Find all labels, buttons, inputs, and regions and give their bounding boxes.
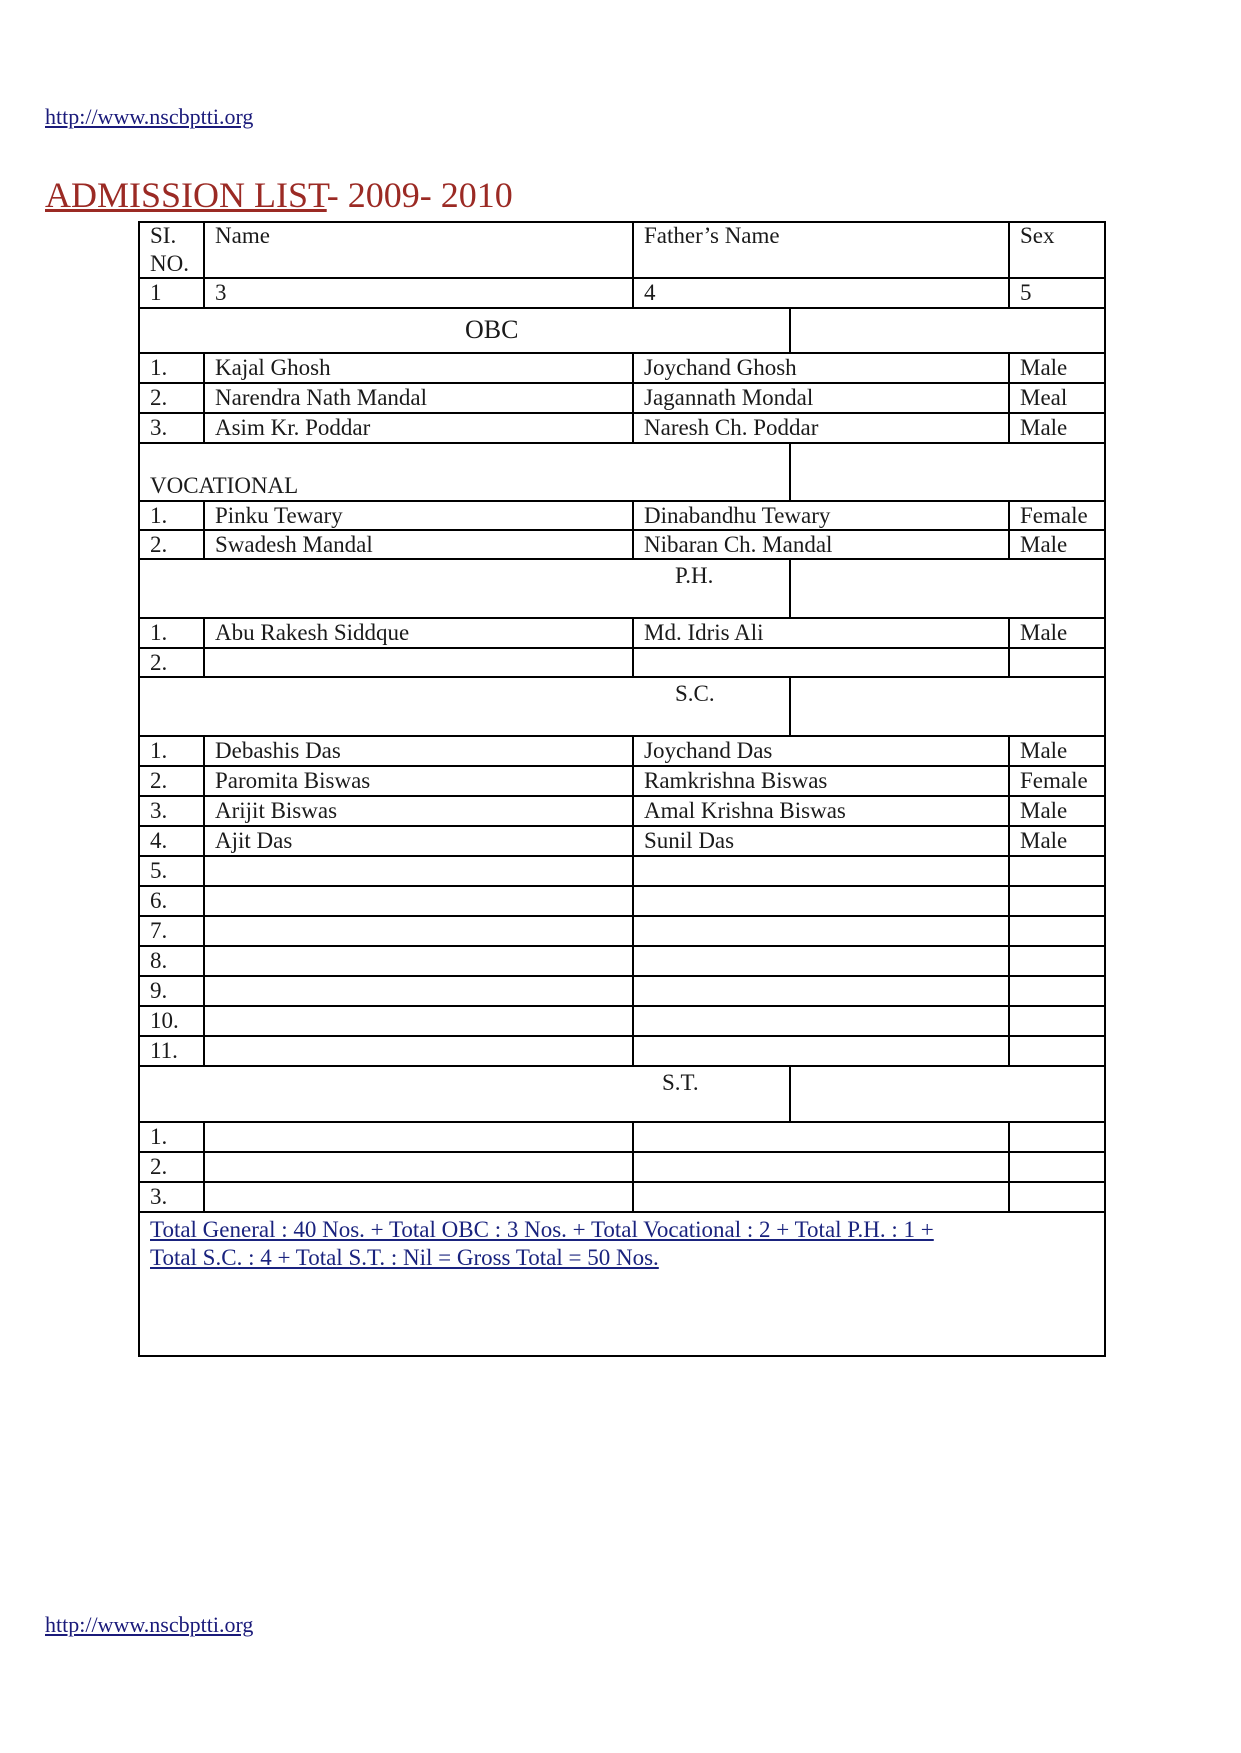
table-rule [1104, 529, 1106, 558]
table-rule [1008, 1035, 1010, 1065]
table-rule [1008, 617, 1010, 647]
table-rule [203, 825, 205, 855]
row-number: 1. [150, 620, 168, 645]
table-rule [203, 500, 205, 529]
table-rule [1008, 277, 1010, 307]
section-label-obc: OBC [465, 315, 519, 344]
table-rule [138, 885, 140, 915]
table-rule [1008, 1181, 1010, 1211]
table-rule [138, 1181, 140, 1211]
table-rule [138, 558, 1106, 560]
table-rule [138, 442, 140, 500]
table-rule [203, 945, 205, 975]
table-rule [632, 975, 634, 1005]
table-rule [138, 915, 140, 945]
table-rule [138, 1211, 140, 1357]
table-rule [203, 412, 205, 442]
table-rule [138, 647, 140, 676]
table-rule [138, 529, 140, 558]
student-name: Kajal Ghosh [215, 355, 331, 380]
column-number: 3 [215, 280, 227, 305]
table-rule [632, 795, 634, 825]
header-name: Name [215, 223, 270, 248]
father-name: Md. Idris Ali [644, 620, 764, 645]
table-rule [203, 1151, 205, 1181]
header-sl: SI. [150, 223, 177, 248]
table-rule [789, 1065, 791, 1121]
table-rule [1008, 765, 1010, 795]
table-rule [1104, 825, 1106, 855]
father-name: Jagannath Mondal [644, 385, 814, 410]
table-rule [1104, 307, 1106, 352]
table-rule [1008, 529, 1010, 558]
table-rule [138, 442, 1106, 444]
table-rule [632, 647, 634, 676]
table-rule [138, 735, 140, 765]
table-rule [138, 945, 140, 975]
column-number: 1 [150, 280, 162, 305]
table-rule [138, 1005, 140, 1035]
table-rule [138, 795, 140, 825]
row-number: 2. [150, 768, 168, 793]
table-rule [138, 647, 1106, 649]
sex-cell: Female [1020, 768, 1088, 793]
table-rule [138, 945, 1106, 947]
father-name: Joychand Das [644, 738, 773, 763]
table-rule [138, 277, 1106, 279]
table-rule [632, 945, 634, 975]
sex-cell: Male [1020, 532, 1068, 557]
row-number: 11. [150, 1038, 178, 1063]
table-rule [203, 277, 205, 307]
table-rule [1104, 735, 1106, 765]
table-rule [632, 765, 634, 795]
table-rule [1104, 1065, 1106, 1121]
table-rule [203, 1005, 205, 1035]
table-rule [1008, 1151, 1010, 1181]
father-name: Naresh Ch. Poddar [644, 415, 819, 440]
header-no: NO. [150, 251, 189, 276]
student-name: Asim Kr. Poddar [215, 415, 371, 440]
table-rule [632, 500, 634, 529]
table-rule [138, 1065, 1106, 1067]
table-rule [138, 1121, 1106, 1123]
table-rule [1104, 676, 1106, 735]
table-rule [138, 1151, 1106, 1153]
table-rule [1008, 855, 1010, 885]
table-rule [1104, 277, 1106, 307]
table-rule [1104, 412, 1106, 442]
father-name: Joychand Ghosh [644, 355, 797, 380]
table-rule [1008, 412, 1010, 442]
table-rule [789, 558, 791, 617]
table-rule [138, 855, 140, 885]
row-number: 3. [150, 415, 168, 440]
table-rule [138, 825, 140, 855]
table-rule [138, 617, 140, 647]
table-rule [203, 1121, 205, 1151]
title-underlined: ADMISSION LIST [45, 175, 327, 215]
father-name: Amal Krishna Biswas [644, 798, 846, 823]
table-rule [203, 855, 205, 885]
sex-cell: Male [1020, 738, 1068, 763]
sex-cell: Male [1020, 355, 1068, 380]
table-rule [203, 975, 205, 1005]
table-rule [789, 676, 791, 735]
table-rule [632, 825, 634, 855]
table-rule [1104, 945, 1106, 975]
father-name: Nibaran Ch. Mandal [644, 532, 833, 557]
section-label-ph: P.H. [675, 563, 714, 588]
sex-cell: Male [1020, 828, 1068, 853]
table-rule [138, 765, 140, 795]
table-rule [1104, 647, 1106, 676]
table-rule [1104, 500, 1106, 529]
table-rule [1008, 915, 1010, 945]
table-rule [1104, 382, 1106, 412]
row-number: 3. [150, 798, 168, 823]
sex-cell: Male [1020, 620, 1068, 645]
table-rule [138, 975, 140, 1005]
table-rule [1008, 885, 1010, 915]
table-rule [138, 855, 1106, 857]
table-rule [1104, 1181, 1106, 1211]
table-rule [1104, 558, 1106, 617]
table-rule [138, 1355, 1106, 1357]
column-number: 5 [1020, 280, 1032, 305]
table-rule [632, 735, 634, 765]
table-rule [138, 558, 140, 617]
table-rule [1008, 825, 1010, 855]
table-rule [632, 1181, 634, 1211]
table-rule [138, 885, 1106, 887]
table-rule [632, 855, 634, 885]
table-rule [632, 352, 634, 382]
table-rule [632, 221, 634, 277]
total-line-1: Total General : 40 Nos. + Total OBC : 3 Nos. + Total Vocational : 2 + Total P.H. : 1 + [150, 1217, 934, 1242]
table-rule [138, 975, 1106, 977]
row-number: 1. [150, 355, 168, 380]
student-name: Swadesh Mandal [215, 532, 373, 557]
column-number: 4 [644, 280, 656, 305]
table-rule [1104, 885, 1106, 915]
row-number: 7. [150, 918, 168, 943]
table-rule [138, 1151, 140, 1181]
row-number: 9. [150, 978, 168, 1003]
table-rule [138, 221, 1106, 223]
row-number: 2. [150, 650, 168, 675]
student-name: Debashis Das [215, 738, 341, 763]
student-name: Arijit Biswas [215, 798, 338, 823]
table-rule [203, 529, 205, 558]
table-rule [138, 1035, 140, 1065]
table-rule [632, 1151, 634, 1181]
table-rule [1008, 735, 1010, 765]
table-rule [1104, 1035, 1106, 1065]
student-name: Paromita Biswas [215, 768, 371, 793]
section-label-st: S.T. [662, 1070, 699, 1095]
table-rule [203, 647, 205, 676]
sex-cell: Meal [1020, 385, 1068, 410]
table-rule [203, 795, 205, 825]
table-rule [632, 412, 634, 442]
table-rule [138, 382, 140, 412]
row-number: 4. [150, 828, 168, 853]
table-rule [203, 735, 205, 765]
table-rule [1104, 765, 1106, 795]
row-number: 8. [150, 948, 168, 973]
table-rule [1008, 647, 1010, 676]
table-rule [1104, 1211, 1106, 1357]
table-rule [203, 382, 205, 412]
table-rule [632, 1005, 634, 1035]
header-father-name: Father’s Name [644, 223, 780, 248]
table-rule [203, 617, 205, 647]
table-rule [1008, 1005, 1010, 1035]
table-rule [632, 277, 634, 307]
table-rule [632, 529, 634, 558]
row-number: 2. [150, 532, 168, 557]
row-number: 1. [150, 503, 168, 528]
table-rule [1104, 617, 1106, 647]
table-rule [1008, 1121, 1010, 1151]
table-rule [203, 352, 205, 382]
table-rule [1104, 442, 1106, 500]
student-name: Ajit Das [215, 828, 293, 853]
father-name: Sunil Das [644, 828, 735, 853]
table-rule [789, 442, 791, 500]
table-rule [1104, 352, 1106, 382]
table-rule [138, 1005, 1106, 1007]
row-number: 6. [150, 888, 168, 913]
row-number: 2. [150, 1154, 168, 1179]
table-rule [1104, 1151, 1106, 1181]
student-name: Pinku Tewary [215, 503, 343, 528]
table-rule [1008, 221, 1010, 277]
table-rule [138, 221, 140, 277]
website-link-top[interactable]: http://www.nscbptti.org [45, 104, 254, 129]
table-rule [632, 885, 634, 915]
table-rule [138, 676, 1106, 678]
table-rule [1008, 975, 1010, 1005]
sex-cell: Female [1020, 503, 1088, 528]
table-rule [1104, 855, 1106, 885]
section-label-vocational: VOCATIONAL [150, 473, 299, 498]
table-rule [138, 277, 140, 307]
table-rule [203, 885, 205, 915]
table-rule [203, 221, 205, 277]
table-rule [203, 765, 205, 795]
table-rule [1008, 795, 1010, 825]
table-rule [138, 500, 140, 529]
total-summary [150, 1216, 1080, 1272]
table-rule [138, 1035, 1106, 1037]
sex-cell: Male [1020, 415, 1068, 440]
table-rule [632, 617, 634, 647]
header-sex: Sex [1020, 223, 1055, 248]
table-rule [632, 1121, 634, 1151]
table-rule [203, 915, 205, 945]
section-label-sc: S.C. [675, 681, 715, 706]
table-rule [632, 915, 634, 945]
table-rule [138, 1181, 1106, 1183]
table-rule [1104, 1005, 1106, 1035]
table-rule [1008, 500, 1010, 529]
father-name: Dinabandhu Tewary [644, 503, 831, 528]
table-rule [138, 676, 140, 735]
student-name: Narendra Nath Mandal [215, 385, 428, 410]
row-number: 1. [150, 1124, 168, 1149]
table-rule [138, 307, 140, 352]
table-rule [203, 1181, 205, 1211]
table-rule [1104, 915, 1106, 945]
table-rule [632, 1035, 634, 1065]
row-number: 1. [150, 738, 168, 763]
table-rule [1104, 221, 1106, 277]
table-rule [203, 1035, 205, 1065]
row-number: 5. [150, 858, 168, 883]
table-rule [1104, 795, 1106, 825]
table-rule [632, 382, 634, 412]
table-rule [138, 915, 1106, 917]
row-number: 2. [150, 385, 168, 410]
father-name: Ramkrishna Biswas [644, 768, 828, 793]
table-rule [138, 412, 140, 442]
table-rule [1008, 382, 1010, 412]
table-rule [138, 352, 140, 382]
table-rule [138, 307, 1106, 309]
sex-cell: Male [1020, 798, 1068, 823]
table-rule [1008, 352, 1010, 382]
row-number: 10. [150, 1008, 179, 1033]
total-line-2: Total S.C. : 4 + Total S.T. : Nil = Gross Total = 50 Nos. [150, 1245, 659, 1270]
table-rule [1008, 945, 1010, 975]
table-rule [1104, 975, 1106, 1005]
table-rule [1104, 1121, 1106, 1151]
table-rule [138, 1065, 140, 1121]
title-years: - 2009- 2010 [326, 175, 513, 215]
student-name: Abu Rakesh Siddque [215, 620, 410, 645]
table-rule [138, 1211, 1106, 1213]
table-rule [789, 307, 791, 352]
row-number: 3. [150, 1184, 168, 1209]
table-rule [138, 1121, 140, 1151]
website-link-bottom[interactable]: http://www.nscbptti.org [45, 1612, 254, 1637]
